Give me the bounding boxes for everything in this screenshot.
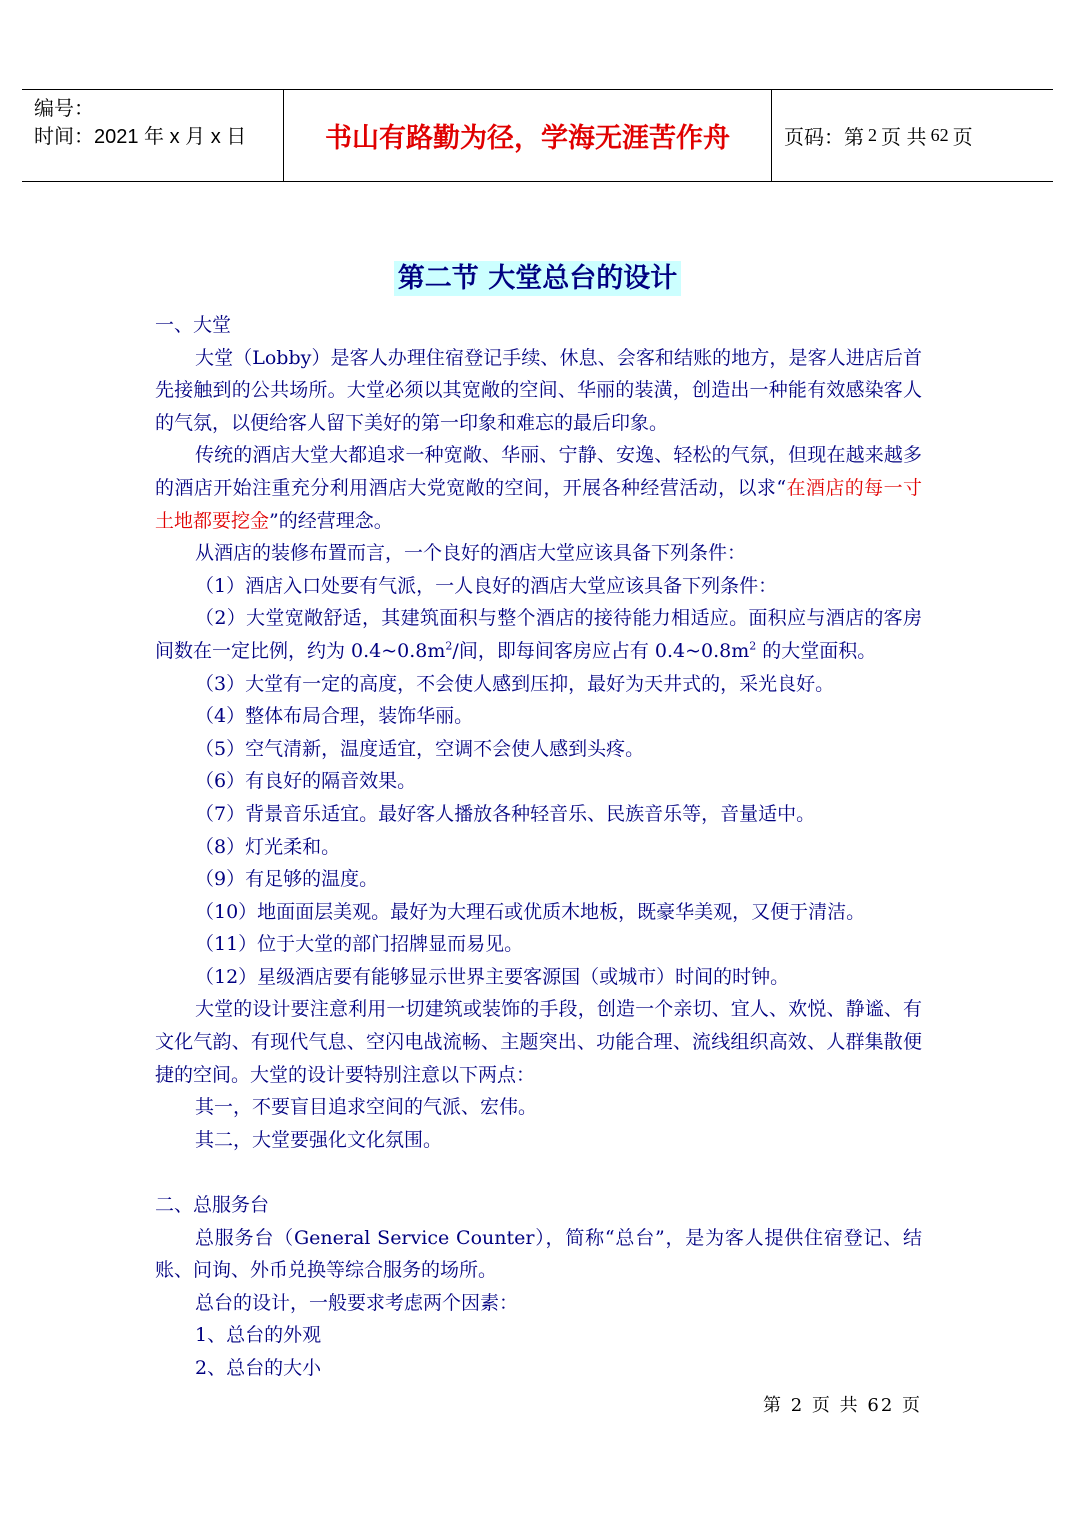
header-page-info	[772, 90, 1053, 181]
page-total: 62	[930, 125, 949, 145]
text-span: /间，即每间客房应占有 0.4~0.8m	[452, 639, 750, 662]
list-item: （4）整体布局合理，装饰华丽。	[195, 705, 474, 728]
text-span: 传统的酒店大堂大都追求一种宽敞、华丽、宁静、安逸、轻松的气氛，但现在越来越多的酒店开始注重充分利用酒店大党宽敞的空间，开展各种经营活动，以求“	[155, 444, 922, 499]
page-current: 2	[868, 125, 877, 145]
list-item: （10）地面面层美观。最好为大理石或优质木地板，既豪华美观，又便于清洁。	[195, 900, 866, 923]
list-item: 1、总台的外观	[195, 1324, 322, 1347]
spacer	[155, 1156, 922, 1189]
text-span: 的大堂面积。	[756, 639, 877, 662]
list-item: （6）有良好的隔音效果。	[195, 770, 417, 793]
list-item: （1）酒店入口处要有气派，一人良好的酒店大堂应该具备下列条件：	[195, 574, 778, 597]
page-suffix: 页	[952, 127, 973, 149]
document-header	[22, 89, 1053, 182]
heading-lobby: 一、大堂	[155, 314, 232, 336]
paragraph-front-desk-factors: 总台的设计，一般要求考虑两个因素：	[195, 1291, 519, 1314]
paragraph-lobby-design: 大堂的设计要注意利用一切建筑或装饰的手段，创造一个亲切、宜人、欢悦、静谧、有文化气韵、有现代气息、空闪电战流畅、主题突出、功能合理、流线组织高效、人群集散便捷的空间。大堂的设计要特别注意以下两点：	[155, 998, 922, 1086]
paragraph-conditions: 从酒店的装修布置而言，一个良好的酒店大堂应该具备下列条件：	[195, 542, 747, 565]
header-meta-cell	[22, 90, 284, 181]
list-item: （5）空气清新，温度适宜，空调不会使人感到头疼。	[195, 737, 645, 760]
paragraph-point-two: 其二，大堂要强化文化氛围。	[195, 1128, 443, 1151]
text-span: ”的经营理念。	[269, 509, 393, 532]
list-item: （8）灯光柔和。	[195, 835, 341, 858]
page-footer: 第 2 页 共 62 页	[763, 1395, 922, 1416]
list-item	[155, 602, 922, 667]
list-item: （12）星级酒店要有能够显示世界主要客源国（或城市）时间的时钟。	[195, 965, 790, 988]
time-label: 时间：2021 年 x 月 x 日	[34, 126, 247, 148]
superscript: 2	[445, 639, 453, 653]
text-span: （2）大堂宽敞舒适，其建筑面积与整个酒店的接待能力相适应。面积应与酒店的客房间数在一定比例，约为 0.4~0.8m	[155, 607, 922, 662]
page-prefix: 页码：第	[784, 127, 864, 149]
paragraph-lobby-trend	[155, 439, 922, 537]
list-item: （7）背景音乐适宜。最好客人播放各种轻音乐、民族音乐等，音量适中。	[195, 802, 816, 825]
number-label: 编号：	[34, 98, 94, 120]
list-item: （3）大堂有一定的高度，不会使人感到压抑，最好为天井式的，采光良好。	[195, 672, 835, 695]
heading-front-desk: 二、总服务台	[155, 1194, 270, 1217]
list-item: 2、总台的大小	[195, 1357, 322, 1379]
list-item: （11）位于大堂的部门招牌显而易见。	[195, 933, 524, 956]
document-body	[155, 309, 922, 1385]
paragraph-front-desk-intro: 总服务台（General Service Counter），简称“总台”，是为客人提供住宿登记、结账、问询、外币兑换等综合服务的场所。	[155, 1226, 922, 1282]
header-motto: 书山有路勤为径，学海无涯苦作舟	[284, 90, 772, 181]
paragraph-point-one: 其一，不要盲目追求空间的气派、宏伟。	[195, 1096, 538, 1119]
superscript: 2	[749, 639, 757, 653]
list-item: （9）有足够的温度。	[195, 868, 379, 891]
page-mid: 页 共	[881, 127, 927, 149]
highlighted-text: 在酒店的每一寸土地都要挖金	[155, 476, 922, 532]
paragraph-lobby-intro: 大堂（Lobby）是客人办理住宿登记手续、休息、会客和结账的地方，是客人进店后首先接触到的公共场所。大堂必须以其宽敞的空间、华丽的装潢，创造出一种能有效感染客人的气氛，以便给客人留下美好的第一印象和难忘的最后印象。	[155, 346, 922, 434]
section-title	[0, 256, 1075, 295]
section-title-text: 第二节 大堂总台的设计	[394, 261, 681, 296]
